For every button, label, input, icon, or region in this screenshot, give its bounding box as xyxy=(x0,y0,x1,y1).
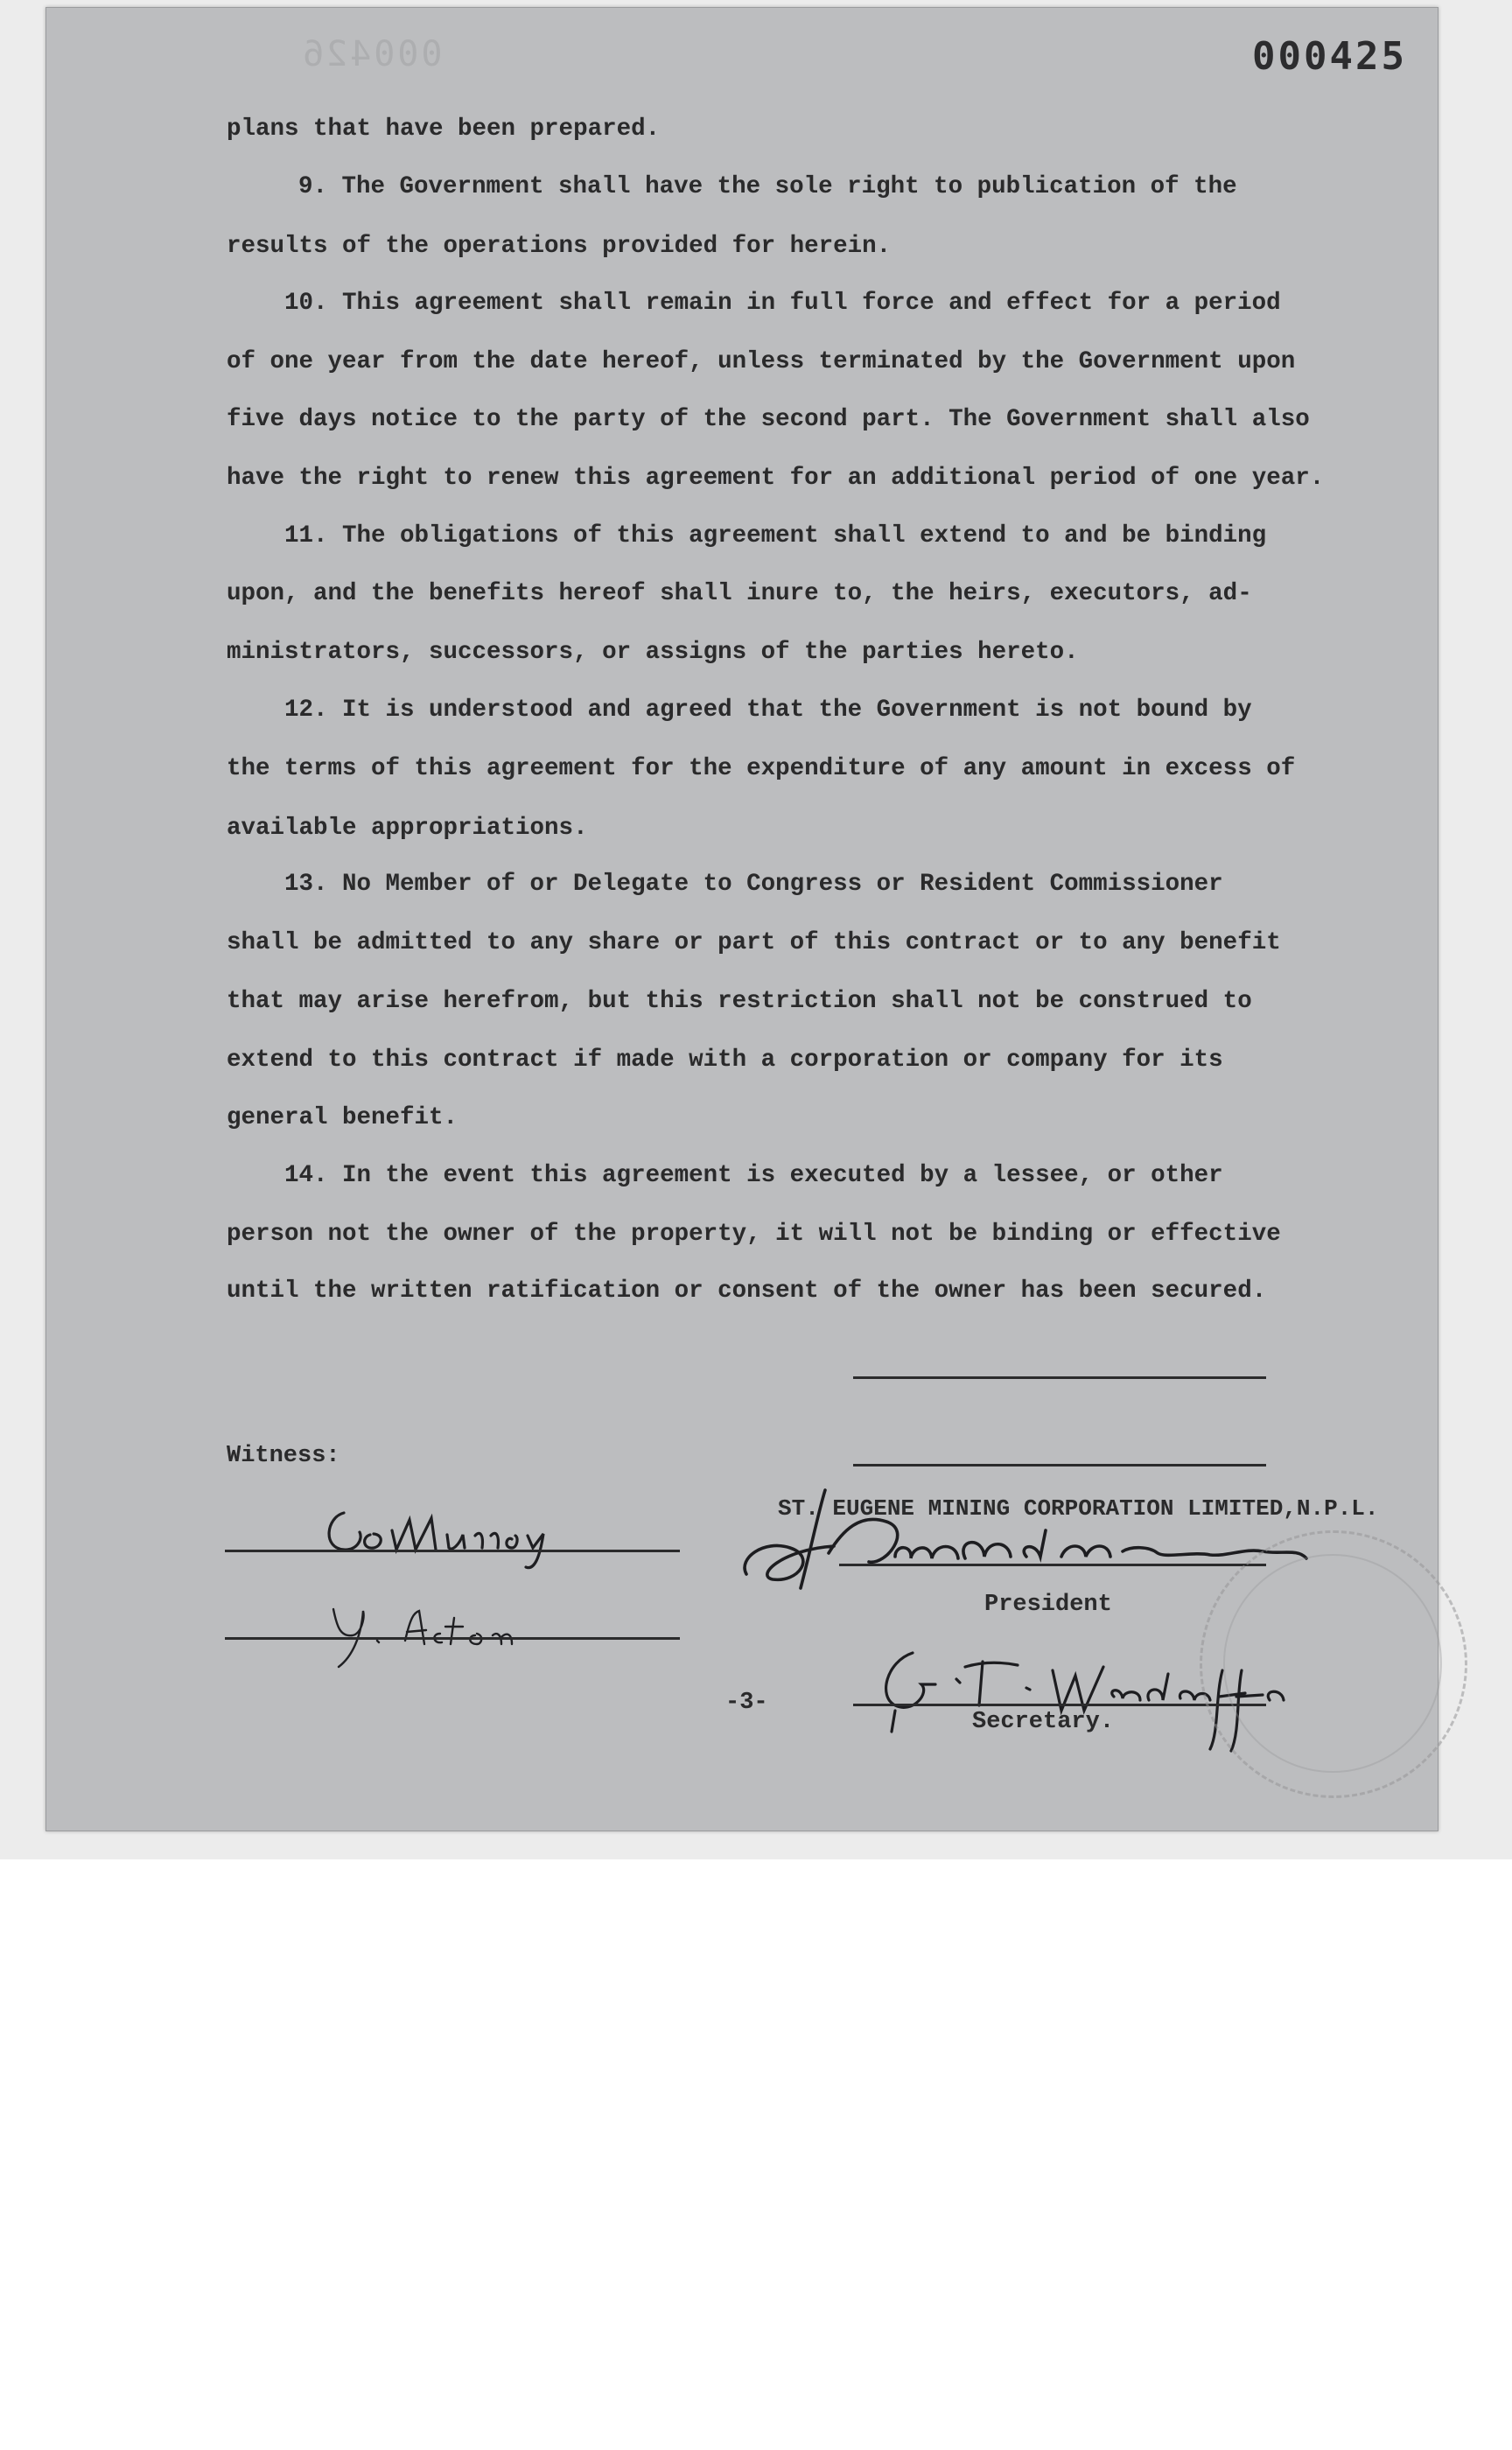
witness-label: Witness: xyxy=(227,1443,340,1469)
text-line: ministrators, successors, or assigns of the parties hereto. xyxy=(227,639,1079,666)
blank-signature-line xyxy=(853,1464,1266,1466)
text-line: 14. In the event this agreement is executed by a lessee, or other xyxy=(284,1162,1223,1189)
president-label: President xyxy=(984,1592,1112,1618)
text-line: 11. The obligations of this agreement shall extend to and be binding xyxy=(284,522,1267,550)
corporate-seal xyxy=(1200,1530,1467,1798)
text-line: until the written ratification or consent of the owner has been secured. xyxy=(227,1278,1267,1305)
text-line: 9. The Government shall have the sole right to publication of the xyxy=(298,173,1237,200)
blank-signature-line xyxy=(853,1376,1266,1379)
president-signature-line xyxy=(839,1564,1266,1566)
company-name: ST. EUGENE MINING CORPORATION LIMITED,N.P.L. xyxy=(778,1495,1379,1522)
text-line: 12. It is understood and agreed that the Government is not bound by xyxy=(284,696,1252,724)
text-line: results of the operations provided for herein. xyxy=(227,233,892,260)
witness-signature-line xyxy=(225,1637,680,1640)
document-page xyxy=(46,7,1438,1831)
secretary-label: Secretary. xyxy=(972,1709,1115,1735)
text-line: 13. No Member of or Delegate to Congress or Resident Commissioner xyxy=(284,871,1223,898)
text-line: that may arise herefrom, but this restriction shall not be construed to xyxy=(227,988,1252,1015)
text-line: the terms of this agreement for the expenditure of any amount in excess of xyxy=(227,755,1296,782)
page-number: -3- xyxy=(725,1690,768,1716)
text-line: of one year from the date hereof, unless terminated by the Government upon xyxy=(227,348,1296,375)
text-line: upon, and the benefits hereof shall inure to, the heirs, executors, ad- xyxy=(227,580,1252,607)
text-line: person not the owner of the property, it will not be binding or effective xyxy=(227,1221,1281,1248)
text-line: shall be admitted to any share or part of this contract or to any benefit xyxy=(227,929,1281,956)
text-line: general benefit. xyxy=(227,1104,458,1131)
secretary-signature-line xyxy=(853,1704,1266,1706)
text-line: 10. This agreement shall remain in full force and effect for a period xyxy=(284,290,1281,317)
ghost-page-id: 000426 xyxy=(300,34,443,74)
text-line: five days notice to the party of the second part. The Government shall also xyxy=(227,406,1310,433)
corporate-seal-inner-ring xyxy=(1223,1554,1442,1773)
witness-signature-murray xyxy=(309,1487,641,1574)
text-line: extend to this contract if made with a corporation or company for its xyxy=(227,1046,1223,1074)
text-line: available appropriations. xyxy=(227,815,588,842)
text-line: plans that have been prepared. xyxy=(227,116,661,143)
witness-signature-aston xyxy=(309,1592,571,1670)
text-line: have the right to renew this agreement for an additional period of one year. xyxy=(227,465,1325,492)
page-id-stamp: 000425 xyxy=(1252,34,1407,79)
witness-signature-line xyxy=(225,1550,680,1552)
